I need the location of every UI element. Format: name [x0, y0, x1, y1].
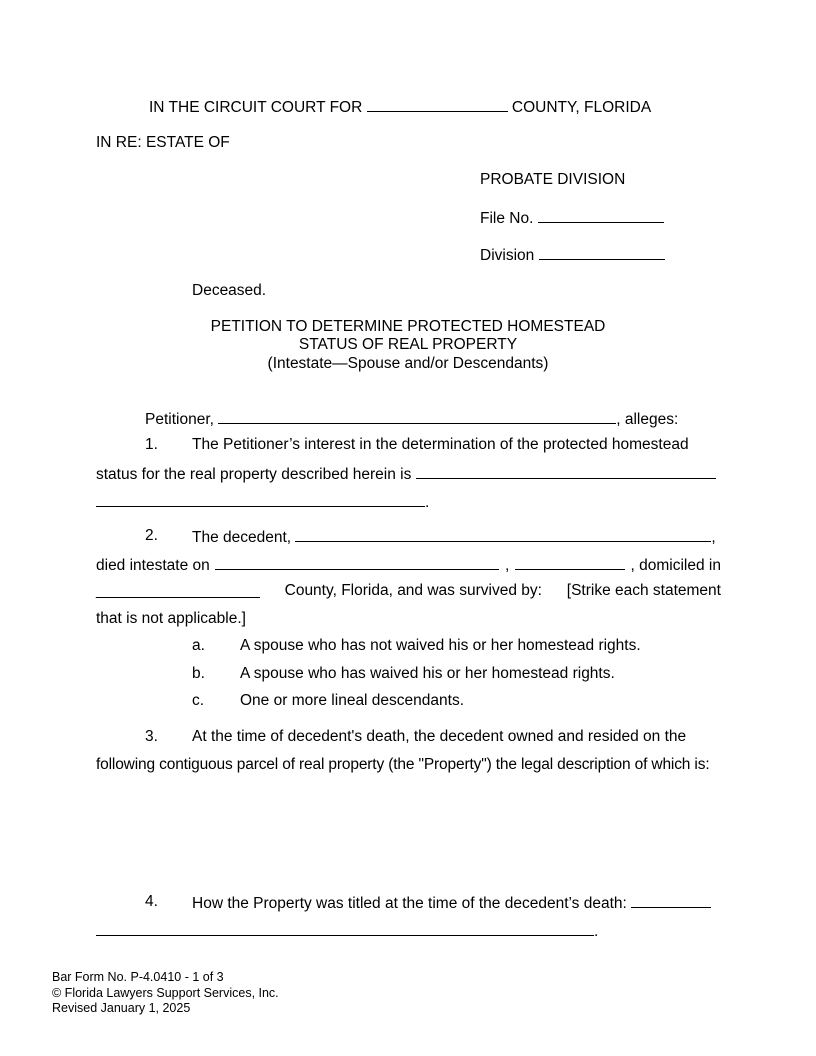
- para4-period: .: [594, 923, 599, 940]
- para1-text-line1: The Petitioner’s interest in the determination of the protected homestead: [192, 436, 689, 453]
- in-re-estate: IN RE: ESTATE OF: [96, 134, 230, 151]
- probate-division: PROBATE DIVISION: [480, 171, 626, 188]
- footer-copyright: © Florida Lawyers Support Services, Inc.: [52, 985, 279, 1000]
- item-b-text: A spouse who has waived his or her homestead rights.: [240, 665, 615, 682]
- para4-number: 4.: [145, 893, 158, 910]
- domiciled-label: , domiciled in: [630, 557, 721, 574]
- petitioner-label: Petitioner,: [145, 411, 214, 428]
- para1-line1: [192, 436, 721, 454]
- item-a-text: A spouse who has not waived his or her homestead rights.: [240, 637, 641, 654]
- division-line: [480, 245, 665, 265]
- para2-line1: [192, 527, 716, 547]
- item-c-letter: c.: [192, 692, 205, 709]
- para1-period: .: [425, 494, 430, 511]
- division-label: Division: [480, 247, 535, 264]
- decedent-name-blank: [295, 527, 711, 542]
- county-blank: [367, 97, 508, 112]
- strike-instruction: [Strike each statement: [566, 582, 721, 599]
- item-c-text: One or more lineal descendants.: [240, 692, 465, 709]
- court-prefix: IN THE CIRCUIT COURT FOR: [149, 99, 363, 116]
- para3-line1: [192, 728, 721, 746]
- title-blank-1: [631, 893, 711, 908]
- para4-line2: [96, 921, 598, 941]
- petitioner-blank: [218, 409, 616, 424]
- court-suffix: COUNTY, FLORIDA: [511, 99, 652, 116]
- para3-line2: following contiguous parcel of real property (the "Property") the legal description of which is:: [96, 756, 710, 773]
- file-no-blank: [538, 208, 664, 223]
- para2-line4: that is not applicable.]: [96, 610, 246, 627]
- para4-text-line1: How the Property was titled at the time of the decedent’s death:: [192, 895, 627, 912]
- para3-number: 3.: [145, 728, 158, 745]
- para1-line3: [96, 492, 429, 512]
- para1-text-line2: status for the real property described herein is: [96, 466, 412, 483]
- footer-form-no: Bar Form No. P-4.0410 - 1 of 3: [52, 970, 224, 984]
- county-blank-text: ___________________: [96, 582, 260, 599]
- para1-line2: [96, 464, 716, 484]
- file-no-label: File No.: [480, 210, 534, 227]
- para4-line1: [192, 893, 711, 913]
- division-blank: [539, 245, 665, 260]
- decedent-label: The decedent,: [192, 529, 292, 546]
- para3-text-line1: At the time of decedent's death, the decedent owned and resided on the: [192, 728, 687, 745]
- para1-number: 1.: [145, 436, 158, 453]
- interest-blank-2: [96, 492, 425, 507]
- document-subtitle: (Intestate—Spouse and/or Descendants): [267, 355, 549, 372]
- year-blank: [515, 555, 625, 570]
- para2-line3: [96, 582, 721, 600]
- footer: [52, 970, 279, 1017]
- footer-revised: Revised January 1, 2025: [52, 1001, 191, 1015]
- court-line: [149, 97, 651, 117]
- document-title-line2: STATUS OF REAL PROPERTY: [298, 336, 518, 353]
- file-no-line: [480, 208, 664, 228]
- decedent-comma: ,: [711, 529, 716, 546]
- interest-blank-1: [416, 464, 716, 479]
- item-a-letter: a.: [192, 637, 205, 654]
- item-b-letter: b.: [192, 665, 205, 682]
- date-of-death-blank: [215, 555, 499, 570]
- alleges-text: , alleges:: [616, 411, 679, 428]
- para2-line2: [96, 555, 721, 575]
- title-blank-2: [96, 921, 594, 936]
- deceased-label: Deceased.: [192, 282, 267, 299]
- document-title-line1: PETITION TO DETERMINE PROTECTED HOMESTEAD: [210, 318, 606, 335]
- para2-number: 2.: [145, 527, 158, 544]
- date-comma: ,: [504, 557, 510, 574]
- petitioner-line: [145, 409, 678, 429]
- county-florida-text: County, Florida, and was survived by:: [284, 582, 542, 599]
- died-intestate-label: died intestate on: [96, 557, 210, 574]
